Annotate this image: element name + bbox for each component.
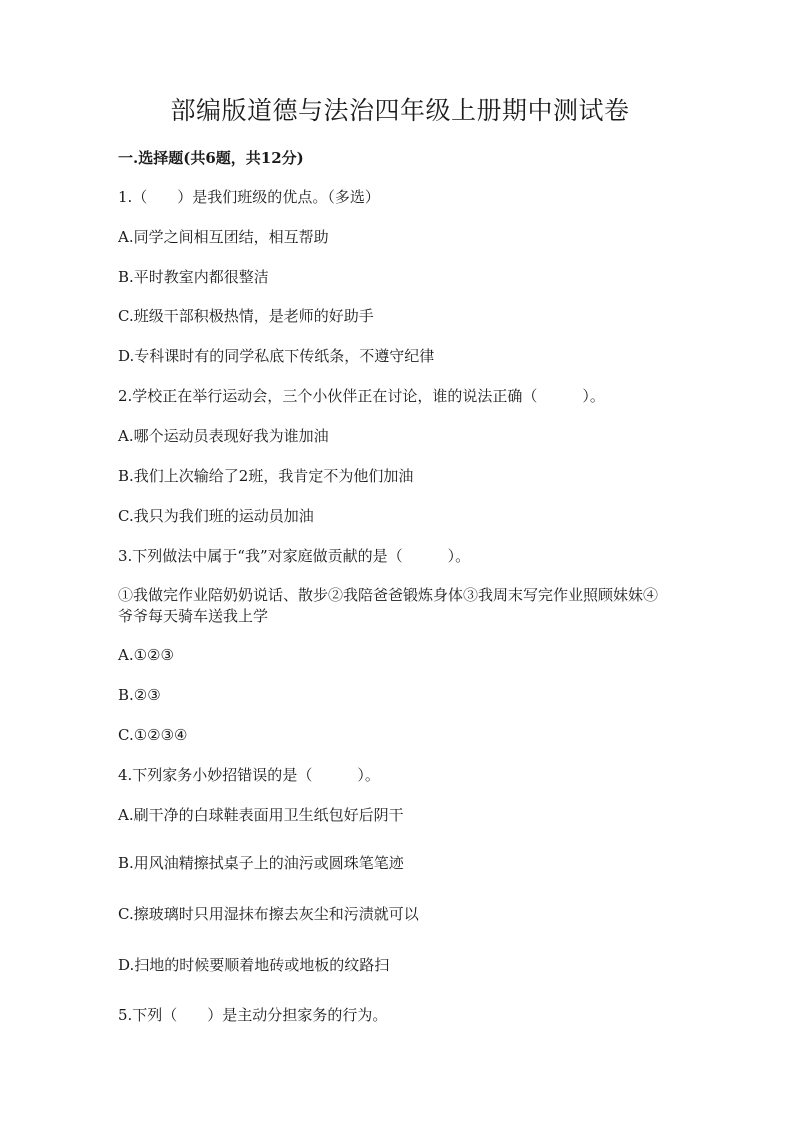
question-1-option-d: D.专科课时有的同学私底下传纸条，不遵守纪律 [118, 347, 435, 365]
page-title: 部编版道德与法治四年级上册期中测试卷 [170, 96, 630, 125]
question-4-option-c: C.擦玻璃时只用湿抹布擦去灰尘和污渍就可以 [118, 905, 419, 923]
question-3-statement: ①我做完作业陪奶奶说话、散步②我陪爸爸锻炼身体③我周末写完作业照顾妹妹④爷爷每天骑车送我上学 [118, 586, 659, 625]
question-1-stem: 1.（ ）是我们班级的优点。（多选） [118, 188, 380, 206]
question-3-option-b: B.②③ [118, 686, 161, 704]
question-4-option-d: D.扫地的时候要顺着地砖或地板的纹路扫 [118, 956, 390, 974]
question-3-option-a: A.①②③ [118, 646, 174, 664]
question-4-option-a: A.刷干净的白球鞋表面用卫生纸包好后阴干 [118, 806, 404, 824]
question-2-option-c: C.我只为我们班的运动员加油 [118, 507, 314, 525]
question-2-option-a: A.哪个运动员表现好我为谁加油 [118, 427, 329, 445]
question-1-option-a: A.同学之间相互团结，相互帮助 [118, 228, 329, 246]
question-3-stem: 3.下列做法中属于“我”对家庭做贡献的是（ ）。 [118, 547, 471, 565]
question-2-stem: 2.学校正在举行运动会，三个小伙伴正在讨论，谁的说法正确（ ）。 [118, 387, 605, 405]
question-1-option-c: C.班级干部积极热情，是老师的好助手 [118, 307, 374, 325]
question-5-stem: 5.下列（ ）是主动分担家务的行为。 [118, 1006, 388, 1024]
question-1-option-b: B.平时教室内都很整洁 [118, 268, 269, 286]
question-4-stem: 4.下列家务小妙招错误的是（ ）。 [118, 766, 380, 784]
section-heading: 一.选择题(共6题，共12分) [118, 149, 304, 167]
question-4-option-b: B.用风油精擦拭桌子上的油污或圆珠笔笔迹 [118, 854, 404, 872]
question-2-option-b: B.我们上次输给了2班，我肯定不为他们加油 [118, 467, 414, 485]
question-3-option-c: C.①②③④ [118, 726, 188, 744]
